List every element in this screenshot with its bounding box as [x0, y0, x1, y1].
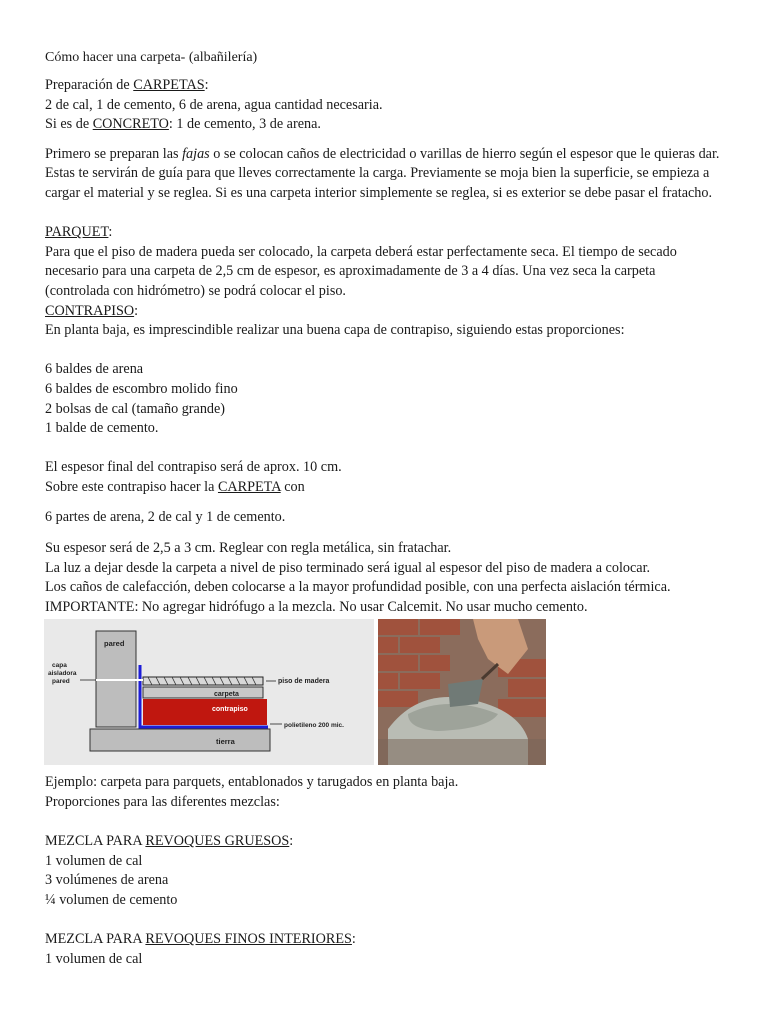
ingredient-item: 6 baldes de escombro molido fino — [45, 380, 238, 397]
final-line-1: El espesor final del contrapiso será de aprox. 10 cm. — [45, 459, 342, 476]
note-line: La luz a dejar desde la carpeta a nivel de piso terminado será igual al espesor del piso de madera a colocar. — [45, 559, 651, 576]
mezcla-item: 1 volumen de cal — [45, 852, 143, 869]
figure-row — [44, 619, 735, 769]
mezcla-gruesos-heading: MEZCLA PARA REVOQUES GRUESOS: — [45, 833, 294, 850]
concreto-link[interactable]: CONCRETO — [92, 116, 169, 133]
contrapiso-block — [143, 699, 267, 725]
parquet-heading: PARQUET: — [45, 224, 113, 241]
proportions-line: Proporciones para las diferentes mezclas: — [45, 794, 280, 811]
carpeta-block — [143, 687, 263, 698]
prep-line-3: Si es de CONCRETO: 1 de cemento, 3 de arena. — [45, 116, 321, 133]
contrapiso-link[interactable]: CONTRAPISO — [45, 302, 135, 319]
floor-section-svg — [44, 619, 374, 765]
parquet-line-1: Para que el piso de madera pueda ser colocado, la carpeta deberá estar perfectamente seca. El tiempo de secado — [45, 243, 677, 260]
mezcla-item: 1 volumen de cal — [45, 950, 143, 967]
intro-line-2: Estas te servirán de guía para que lleves correctamente la carga. Previamente se moja bien la superficie, se empieza a — [45, 165, 710, 182]
carpetas-link[interactable]: CARPETAS — [133, 77, 205, 93]
contrapiso-line-1: En planta baja, es imprescindible realizar una buena capa de contrapiso, siguiendo estas proporciones: — [45, 322, 625, 339]
note-line: Su espesor será de 2,5 a 3 cm. Reglear con regla metálica, sin fratachar. — [45, 540, 452, 557]
note-line: Los caños de calefacción, deben colocarse a la mayor profundidad posible, con una perfecta aislación térmica. — [45, 579, 671, 596]
document-page — [45, 46, 735, 969]
tierra-block — [90, 729, 270, 751]
parquet-line-3: (controlada con hidrómetro) se podrá colocar el piso. — [45, 282, 346, 299]
intro-line-3: cargar el material y se reglea. Si es una carpeta interior simplemente se reglea, si es exterior se debe pasar el fratacho. — [45, 184, 713, 201]
ingredient-item: 2 bolsas de cal (tamaño grande) — [45, 400, 226, 417]
capa-pared-label: pared — [52, 678, 70, 686]
document-title: Cómo hacer una carpeta- (albañilería) — [45, 50, 258, 65]
pared-label: pared — [104, 639, 125, 649]
fajas-term: fajas — [182, 145, 210, 162]
tierra-label: tierra — [216, 737, 235, 747]
revoques-finos-link[interactable]: REVOQUES FINOS INTERIORES — [145, 931, 352, 948]
parquet-line-2: necesario para una carpeta de 2,5 cm de espesor, es aproximadamente de 3 a 4 días. Una vez seca la carpeta — [45, 263, 656, 280]
contrapiso-label: contrapiso — [212, 706, 248, 714]
mezcla-item: ¼ volumen de cemento — [45, 892, 178, 908]
parquet-link[interactable]: PARQUET — [45, 224, 109, 241]
carpeta-label: carpeta — [214, 691, 239, 699]
final-line-3: 6 partes de arena, 2 de cal y 1 de cemento. — [45, 509, 286, 526]
polietileno-label: polietileno 200 mic. — [284, 722, 344, 730]
example-line: Ejemplo: carpeta para parquets, entablonados y tarugados en planta baja. — [45, 774, 459, 791]
piso-madera-label: piso de madera — [278, 678, 330, 686]
mezcla-finos-heading: MEZCLA PARA REVOQUES FINOS INTERIORES: — [45, 931, 356, 948]
intro-line-1: Primero se preparan las fajas o se colocan caños de electricidad o varillas de hierro según el espesor que le quieras dar. — [45, 145, 720, 162]
carpeta-link[interactable]: CARPETA — [217, 478, 281, 495]
ingredient-item: 6 baldes de arena — [45, 361, 144, 378]
important-line: IMPORTANTE: No agregar hidrófugo a la mezcla. No usar Calcemit. No usar mucho cemento. — [45, 598, 588, 615]
mezcla-item: 3 volúmenes de arena — [45, 872, 169, 889]
floor-section-diagram — [44, 619, 374, 765]
construction-photo — [378, 619, 546, 765]
construction-photo-svg — [378, 619, 546, 765]
contrapiso-heading: CONTRAPISO: — [45, 302, 139, 319]
aisladora-label: aisladora — [48, 670, 77, 678]
ingredient-item: 1 balde de cemento. — [45, 420, 159, 437]
revoques-gruesos-link[interactable]: REVOQUES GRUESOS — [145, 833, 290, 850]
prep-line-2: 2 de cal, 1 de cemento, 6 de arena, agua cantidad necesaria. — [45, 96, 383, 113]
final-line-2: Sobre este contrapiso hacer la CARPETA con — [45, 478, 305, 495]
prep-line-1: Preparación de CARPETAS: — [45, 77, 209, 93]
capa-label: capa — [52, 662, 67, 670]
